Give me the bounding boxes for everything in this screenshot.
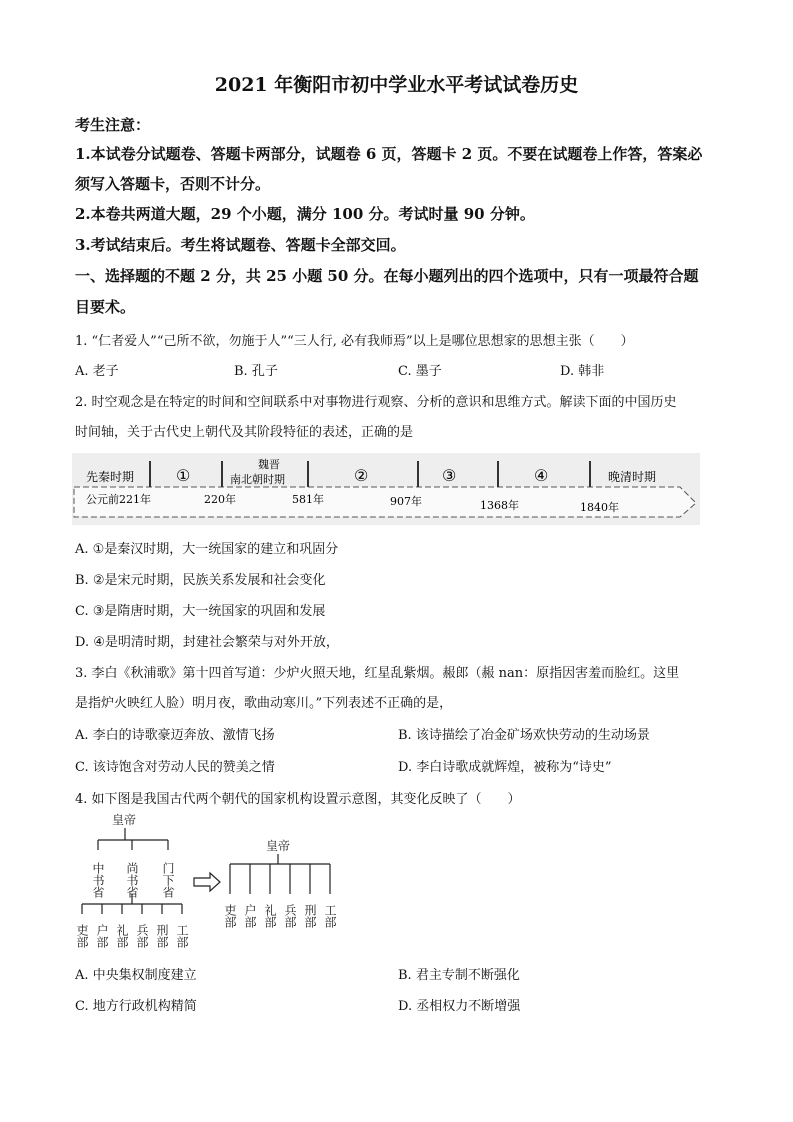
notice-heading: 考生注意：	[75, 116, 151, 134]
notice-item-2: 2.本卷共两道大题，29 个小题，满分 100 分。考试时量 90 分钟。	[75, 205, 535, 223]
timeline-period-pre-qin: 先秦时期	[86, 470, 135, 484]
right-emperor-label: 皇帝	[266, 839, 291, 853]
q4-option-b: B. 君主专制不断强化	[398, 968, 520, 983]
question-4-stem: 4. 如下图是我国古代两个朝代的国家机构设置示意图，其变化反映了（ ）	[75, 792, 521, 807]
timeline-period-late-qing: 晚清时期	[608, 470, 657, 484]
timeline-date-581: 581年	[292, 493, 324, 506]
timeline-period-2: ②	[354, 466, 369, 485]
question-1-stem: 1. “仁者爱人”“己所不欲，勿施于人”“三人行, 必有我师焉”以上是哪位思想家的思想主张（ ）	[75, 334, 634, 349]
timeline-date-220: 220年	[204, 493, 236, 506]
timeline-period-3: ③	[442, 466, 457, 485]
q1-option-a: A. 老子	[75, 364, 119, 379]
notice-item-1-cont: 须写入答题卡，否则不计分。	[75, 175, 271, 193]
shangshu-sheng-label: 尚书省	[125, 862, 139, 898]
government-structure-diagram	[70, 808, 370, 948]
timeline-period-weijin: 魏晋	[258, 458, 280, 471]
q2-option-d: D. ④是明清时期，封建社会繁荣与对外开放，	[75, 635, 339, 650]
left-xingbu-label: 刑部	[155, 924, 169, 948]
q4-option-d: D. 丞相权力不断增强	[398, 999, 521, 1014]
question-3-stem-cont: 是指炉火映红人脸）明月夜，歌曲动寒川。”下列表述不正确的是，	[75, 696, 453, 711]
right-xingbu-label: 刑部	[303, 904, 317, 928]
q3-option-c: C. 该诗饱含对劳动人民的赞美之情	[75, 760, 275, 775]
q2-option-a: A. ①是秦汉时期，大一统国家的建立和巩固分	[75, 542, 339, 557]
q3-option-b: B. 该诗描绘了冶金矿场欢快劳动的生动场景	[398, 728, 650, 743]
left-hubu-label: 户部	[95, 924, 109, 948]
question-2-stem: 2. 时空观念是在特定的时间和空间联系中对事物进行观察、分析的意识和思维方式。解读下面的中国历史	[75, 395, 677, 410]
timeline-date-221bc: 公元前221年	[86, 493, 151, 506]
timeline-period-1: ①	[176, 466, 191, 485]
notice-item-3: 3.考试结束后。考生将试题卷、答题卡全部交回。	[75, 236, 406, 254]
q1-option-d: D. 韩非	[560, 364, 605, 379]
timeline-period-nanbeichao: 南北朝时期	[230, 473, 285, 486]
left-libu-label: 吏部	[75, 924, 89, 948]
left-libu-rites-label: 礼部	[115, 924, 129, 948]
right-libu-label: 吏部	[223, 904, 237, 928]
timeline-date-1840: 1840年	[580, 501, 619, 514]
q3-option-d: D. 李白诗歌成就辉煌，被称为“诗史”	[398, 760, 612, 775]
q3-option-a: A. 李白的诗歌豪迈奔放、激情飞扬	[75, 728, 275, 743]
right-libu-rites-label: 礼部	[263, 904, 277, 928]
question-3-stem: 3. 李白《秋浦歌》第十四首写道：少炉火照天地，红星乱紫烟。赧郎（赧 nan：原指因害羞而脸红。这里	[75, 666, 680, 681]
left-bingbu-label: 兵部	[135, 924, 149, 948]
q2-option-b: B. ②是宋元时期，民族关系发展和社会变化	[75, 573, 326, 588]
left-emperor-label: 皇帝	[112, 813, 137, 827]
q2-option-c: C. ③是隋唐时期，大一统国家的巩固和发展	[75, 604, 326, 619]
history-timeline	[72, 453, 700, 525]
section-heading-cont: 目要术。	[75, 298, 136, 316]
right-bingbu-label: 兵部	[283, 904, 297, 928]
q1-option-c: C. 墨子	[398, 364, 442, 379]
section-heading: 一、选择题的不题 2 分，共 25 小题 50 分。在每小题列出的四个选项中，只有一项最符合题	[75, 267, 699, 285]
notice-item-1: 1.本试卷分试题卷、答题卡两部分，试题卷 6 页，答题卡 2 页。不要在试题卷上作答，答案必	[75, 145, 703, 163]
timeline-date-907: 907年	[390, 495, 422, 508]
right-gongbu-label: 工部	[323, 904, 337, 928]
menxia-sheng-label: 门下省	[161, 862, 175, 898]
right-hubu-label: 户部	[243, 904, 257, 928]
question-2-stem-cont: 时间轴，关于古代史上朝代及其阶段特征的表述，正确的是	[75, 425, 414, 440]
q4-option-a: A. 中央集权制度建立	[75, 968, 197, 983]
left-gongbu-label: 工部	[175, 924, 189, 948]
timeline-period-4: ④	[534, 466, 549, 485]
zhongshu-sheng-label: 中书省	[91, 862, 105, 898]
timeline-date-1368: 1368年	[480, 499, 519, 512]
q1-option-b: B. 孔子	[234, 364, 278, 379]
q4-option-c: C. 地方行政机构精简	[75, 999, 197, 1014]
page-title: 2021 年衡阳市初中学业水平考试试卷历史	[214, 74, 579, 96]
